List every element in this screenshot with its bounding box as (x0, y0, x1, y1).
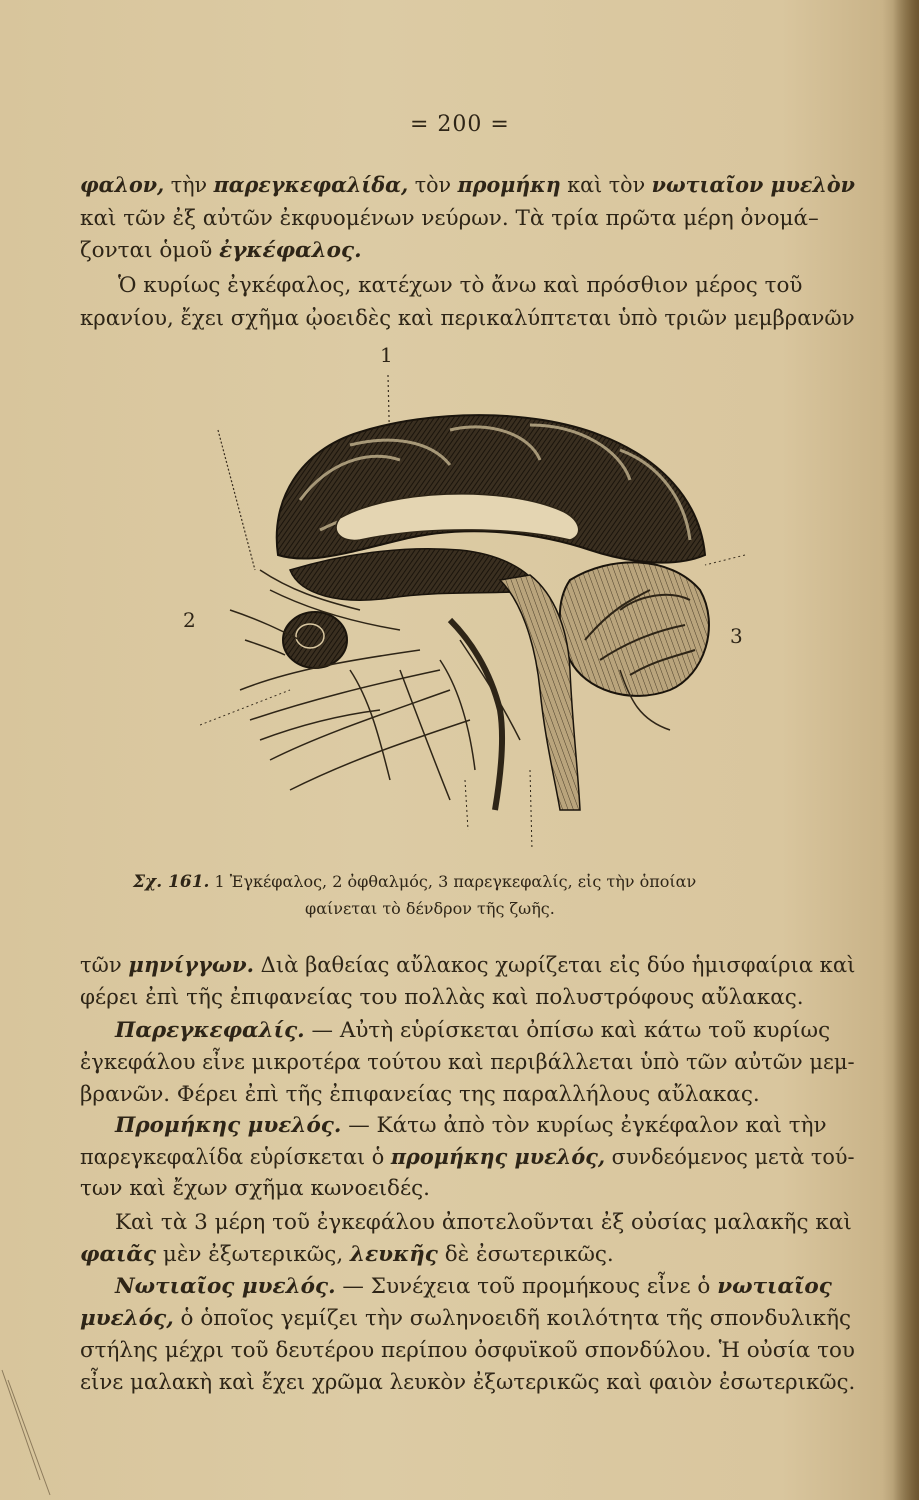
text-span: παρεγκεφαλίδα εὑρίσκεται ὁ (80, 1145, 391, 1170)
text-line (80, 240, 362, 262)
caption-text: 1 Ἐγκέφαλος, 2 ὀφθαλμός, 3 παρεγκεφαλίς, εἰς τὴν ὁποίαν (209, 872, 697, 891)
text-line (115, 1020, 830, 1042)
text-span: τὸν (408, 173, 458, 198)
section-heading: Προμήκης μυελός. (115, 1113, 342, 1138)
text-line: κρανίου, ἔχει σχῆμα ᾠοειδὲς καὶ περικαλύπτεται ὑπὸ τριῶν μεμβρανῶν (80, 306, 855, 331)
text-span: Διὰ βαθείας αὔλακος χωρίζεται εἰς δύο ἡμισφαίρια καὶ (253, 953, 856, 978)
bold-term: νωτιαῖον μυελὸν (651, 173, 855, 198)
text-line: βρανῶν. Φέρει ἐπὶ τῆς ἐπιφανείας της παραλλήλους αὔλακας. (80, 1082, 760, 1107)
text-line (80, 955, 855, 977)
page-edge-shadow (893, 0, 919, 1500)
text-line (80, 1308, 851, 1330)
text-span: — Αὐτὴ εὑρίσκεται ὀπίσω καὶ κάτω τοῦ κυρίως (304, 1018, 831, 1043)
text-line (115, 1276, 832, 1298)
bold-term: λευκῆς (350, 1242, 438, 1267)
text-line: στήλης μέχρι τοῦ δευτέρου περίπου ὀσφυϊκοῦ σπονδύλου. Ἡ οὐσία του (80, 1338, 855, 1363)
text-line (80, 1244, 614, 1266)
text-line (80, 1147, 855, 1169)
bold-term: ἐγκέφαλος. (219, 238, 362, 263)
section-heading: Νωτιαῖος μυελός. (115, 1274, 336, 1299)
bold-term: προμήκη (457, 173, 561, 198)
text-line: εἶνε μαλακὴ καὶ ἔχει χρῶμα λευκὸν ἐξωτερικῶς καὶ φαιὸν ἐσωτερικῶς. (80, 1370, 856, 1395)
text-span: — Συνέχεια τοῦ προμήκους εἶνε ὁ (335, 1274, 718, 1299)
text-line: Ὁ κυρίως ἐγκέφαλος, κατέχων τὸ ἄνω καὶ πρόσθιον μέρος τοῦ (118, 273, 803, 298)
figure-label-3: 3 (730, 624, 743, 648)
text-span: — Κάτω ἀπὸ τὸν κυρίως ἐγκέφαλον καὶ τὴν (341, 1113, 827, 1138)
text-line: καὶ τῶν ἐξ αὐτῶν ἐκφυομένων νεύρων. Τὰ τρία πρῶτα μέρη ὀνομά– (80, 206, 819, 231)
text-line: φέρει ἐπὶ τῆς ἐπιφανείας του πολλὰς καὶ πολυστρόφους αὔλακας. (80, 985, 804, 1010)
section-heading: Παρεγκεφαλίς. (115, 1018, 305, 1043)
bold-term: προμήκης μυελός, (390, 1145, 606, 1170)
margin-pencil-mark (0, 1360, 60, 1500)
text-line: των καὶ ἔχων σχῆμα κωνοειδές. (80, 1176, 430, 1201)
text-line (115, 1115, 827, 1137)
bold-term: μηνίγγων. (128, 953, 254, 978)
text-span: ζονται ὁμοῦ (80, 238, 220, 263)
text-span: καὶ τὸν (560, 173, 652, 198)
text-span: συνδεόμενος μετὰ τού- (605, 1145, 855, 1170)
figure-caption (133, 874, 696, 891)
page-number: = 200 = (410, 112, 510, 137)
figure-label-2: 2 (183, 608, 196, 632)
text-span: μὲν ἐξωτερικῶς, (156, 1242, 350, 1267)
text-span: τῶν (80, 953, 129, 978)
figure-caption-line2: φαίνεται τὸ δένδρον τῆς ζωῆς. (305, 899, 555, 918)
text-span: ὁ ὁποῖος γεμίζει τὴν σωληνοειδῆ κοιλότητα τῆς σπονδυλικῆς (173, 1306, 851, 1331)
bold-term: μυελός, (80, 1306, 174, 1331)
bold-term: φαλον, (80, 173, 165, 198)
text-span: τὴν (164, 173, 214, 198)
text-line (80, 175, 855, 197)
bold-term: παρεγκεφαλίδα, (213, 173, 409, 198)
figure-label-1: 1 (380, 343, 393, 367)
text-line: ἐγκεφάλου εἶνε μικροτέρα τούτου καὶ περιβάλλεται ὑπὸ τῶν αὐτῶν μεμ- (80, 1050, 855, 1075)
text-line: Καὶ τὰ 3 μέρη τοῦ ἐγκεφάλου ἀποτελοῦνται ἐξ οὐσίας μαλακῆς καὶ (115, 1210, 852, 1235)
bold-term: νωτιαῖος (717, 1274, 832, 1299)
brain-illustration (200, 340, 760, 870)
text-span: δὲ ἐσωτερικῶς. (437, 1242, 614, 1267)
figure-number: Σχ. 161. (133, 872, 210, 892)
bold-term: φαιᾶς (80, 1242, 157, 1267)
